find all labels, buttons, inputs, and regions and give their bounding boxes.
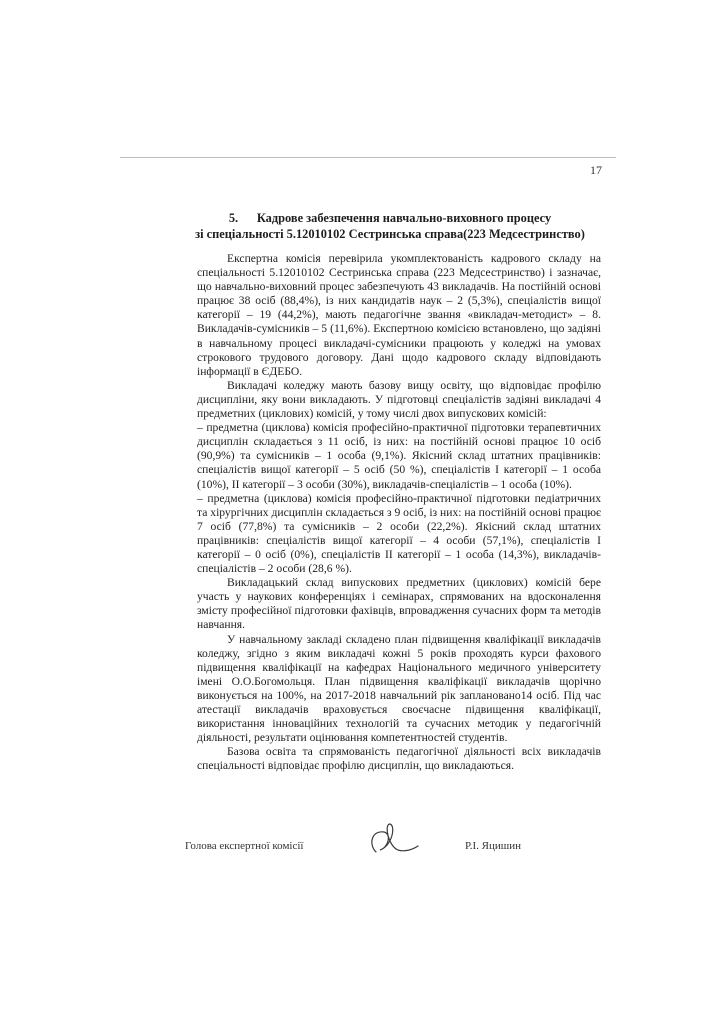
page-number: 17	[590, 163, 602, 177]
paragraph-staffing: Експертна комісія перевірила укомплектованість кадрового складу на спеціальності 5.12010102 Сестринська справа (223 Медсестринство) і зазначає, що навчально-виховний процес забезпечують 43 викладачів. На постійній основі працює 38 осіб (88,4%), із них кандидатів наук – 2 (5,3%), спеціалістів вищої категорії – 19 (44,2%), мають педагогічне звання «викладач-методист» – 8. Викладачів-сумісників – 5 (11,6%). Експертною комісією встановлено, що задіяні в навчальному процесі викладачі-сумісники працюють у коледжі на умовах строкового трудового договору. Дані щодо кадрового складу відповідають інформації в ЄДЕБО.	[197, 252, 601, 378]
heading-line-2: зі спеціальності 5.12010102 Сестринська справа(223 Медсестринство)	[195, 227, 585, 241]
paragraph-education: Викладачі коледжу мають базову вищу освіту, що відповідає профілю дисципліни, яку вони викладають. У підготовці спеціалістів задіяні викладачі 4 предметних (циклових) комісій, у тому числі двох випускових комісій:	[197, 378, 601, 421]
paragraph-qualification: У навчальному закладі складено план підвищення кваліфікації викладачів коледжу, згідно з яким викладачі кожні 5 років проходять курси фахового підвищення кваліфікації на кафедрах Національного медичного університету імені О.О.Богомольця. План підвищення кваліфікації викладачів щорічно виконується на 100%, на 2017-2018 навчальний рік заплановано14 осіб. Під час атестації викладачів враховується своєчасне підвищення кваліфікації, використання інноваційних технологій та сучасних методик у педагогічній діяльності, результати оцінювання компетентностей студентів.	[197, 632, 601, 745]
signature-name: Р.І. Яцишин	[465, 840, 522, 852]
section-title: Кадрове забезпечення навчально-виховного процесу	[256, 211, 552, 225]
signature-label: Голова експертної комісії	[185, 840, 304, 852]
handwritten-signature	[362, 820, 422, 860]
paragraph-therapy-commission: – предметна (циклова) комісія професійно-практичної підготовки терапевтичних дисциплін складається з 11 осіб, із них: на постійній основі працює 10 осіб (90,9%) та сумісників – 1 особа (9,1%). Якісний склад штатних працівників: спеціалістів вищої категорії – 5 осіб (50 %), спеціалістів І категорії – 1 особа (10%), ІІ категорії – 3 особи (30%), викладачів-спеціалістів – 1 особа (10%).	[197, 421, 601, 491]
section-number: 5.	[228, 211, 239, 225]
section-heading	[170, 210, 610, 242]
heading-line-1	[170, 210, 610, 226]
paragraph-conferences: Викладацький склад випускових предметних (циклових) комісій бере участь у наукових конференціях і семінарах, спрямованих на вдосконалення змісту професійної підготовки фахівців, впровадження сучасних форм та методів навчання.	[197, 576, 601, 632]
body-text	[197, 252, 601, 773]
paragraph-pediatric-commission: – предметна (циклова) комісія професійно-практичної підготовки педіатричних та хірургічних дисциплін складається з 9 осіб, із них: на постійній основі працює 7 осіб (77,8%) та сумісників – 2 особи (22,2%). Якісний склад штатних працівників: спеціалістів вищої категорії – 4 особи (57,1%), спеціалістів І категорії – 0 осіб (0%), спеціалістів ІІ категорії – 1 особа (14,3%), викладачів-спеціалістів – 2 особи (28,6 %).	[197, 491, 601, 576]
paragraph-conclusion: Базова освіта та спрямованість педагогічної діяльності всіх викладачів спеціальності відповідає профілю дисциплін, що викладаються.	[197, 745, 601, 773]
header-rule	[120, 157, 616, 158]
